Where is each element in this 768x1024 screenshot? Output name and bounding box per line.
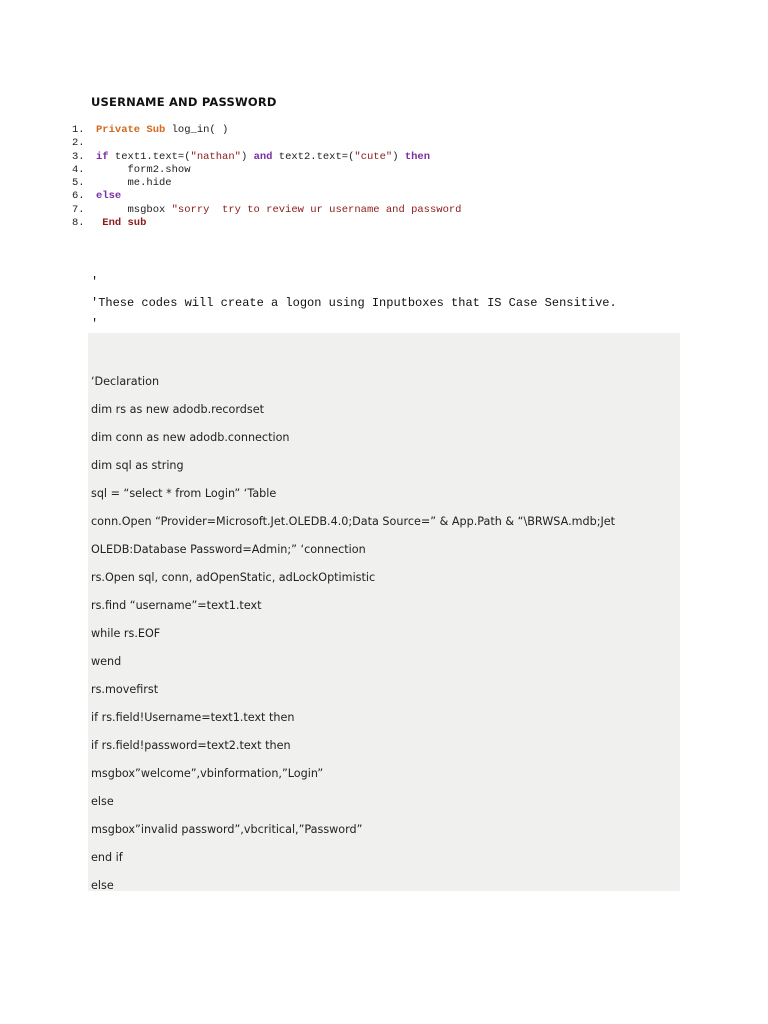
vb-code-line: else bbox=[91, 795, 114, 808]
vb-code-line: dim conn as new adodb.connection bbox=[91, 431, 290, 444]
code-token: ) bbox=[240, 150, 254, 163]
vb-code-line: msgbox”welcome”,vbinformation,”Login” bbox=[91, 767, 324, 780]
comment-line: 'These codes will create a logon using Inputboxes that IS Case Sensitive. bbox=[91, 296, 617, 310]
code-token: form2.show bbox=[96, 163, 191, 176]
code-text bbox=[96, 217, 146, 230]
code-line bbox=[72, 124, 692, 137]
code-text bbox=[96, 151, 430, 164]
code-line bbox=[72, 137, 692, 150]
comment-line: ' bbox=[91, 317, 99, 331]
code-text bbox=[96, 190, 121, 203]
code-text bbox=[96, 204, 461, 217]
code-token: and bbox=[253, 150, 273, 163]
vb-code-line: while rs.EOF bbox=[91, 627, 161, 640]
line-number: 3. bbox=[72, 150, 85, 163]
code-token: text2.text=( bbox=[272, 150, 355, 163]
code-line bbox=[72, 164, 692, 177]
code-text bbox=[96, 124, 228, 137]
line-number: 8. bbox=[72, 217, 85, 230]
code-token: then bbox=[404, 150, 431, 163]
code-line bbox=[72, 217, 692, 230]
code-text bbox=[96, 177, 172, 190]
code-token: if bbox=[96, 150, 109, 163]
code-text bbox=[96, 164, 191, 177]
vb-code-line: end if bbox=[91, 851, 123, 864]
vb-code-line: rs.Open sql, conn, adOpenStatic, adLockOptimistic bbox=[91, 571, 376, 584]
code-token: "nathan" bbox=[190, 150, 241, 163]
code-line bbox=[72, 177, 692, 190]
code-token: "sorry try to review ur username and password bbox=[171, 203, 462, 216]
vb-code-line: ‘Declaration bbox=[91, 375, 160, 388]
vb-code-line: msgbox”invalid password”,vbcritical,”Password” bbox=[91, 823, 363, 836]
code-token: msgbox bbox=[96, 203, 172, 216]
comment-block bbox=[91, 272, 617, 335]
vb-code-line: if rs.field!Username=text1.text then bbox=[91, 711, 295, 724]
vb-code-line: OLEDB:Database Password=Admin;” ‘connection bbox=[91, 543, 366, 556]
numbered-code-listing bbox=[72, 124, 692, 230]
code-token: text1.text=( bbox=[108, 150, 191, 163]
vb-code-line: else bbox=[91, 879, 114, 892]
line-number: 1. bbox=[72, 124, 85, 136]
document-title: USERNAME AND PASSWORD bbox=[91, 95, 277, 109]
line-number: 5. bbox=[72, 177, 85, 190]
comment-line: ' bbox=[91, 275, 99, 289]
vb-code-line: rs.find “username”=text1.text bbox=[91, 599, 262, 612]
vb-code-line: dim sql as string bbox=[91, 459, 184, 472]
vb-code-line: conn.Open “Provider=Microsoft.Jet.OLEDB.4.0;Data Source=” & App.Path & “\BRWSA.mdb;Jet bbox=[91, 515, 616, 528]
code-line bbox=[72, 190, 692, 203]
line-number: 2. bbox=[72, 137, 85, 150]
line-number: 4. bbox=[72, 163, 85, 176]
vb-code-snippet bbox=[91, 375, 681, 907]
vb-code-line: wend bbox=[91, 655, 122, 668]
code-token: "cute" bbox=[354, 150, 393, 163]
vb-code-line: dim rs as new adodb.recordset bbox=[91, 403, 264, 416]
code-token: me.hide bbox=[96, 177, 172, 190]
vb-code-line: rs.movefirst bbox=[91, 683, 159, 696]
code-line bbox=[72, 151, 692, 164]
vb-code-line: if rs.field!password=text2.text then bbox=[91, 739, 291, 752]
line-number: 7. bbox=[72, 203, 85, 216]
code-token: log_in( ) bbox=[165, 124, 229, 136]
code-token: End sub bbox=[96, 217, 147, 230]
code-token: ) bbox=[392, 150, 405, 163]
code-line bbox=[72, 204, 692, 217]
vb-code-line: sql = “select * from Login” ‘Table bbox=[91, 487, 277, 500]
line-number: 6. bbox=[72, 190, 85, 203]
code-token: else bbox=[96, 190, 122, 203]
code-token: Private Sub bbox=[96, 124, 166, 136]
